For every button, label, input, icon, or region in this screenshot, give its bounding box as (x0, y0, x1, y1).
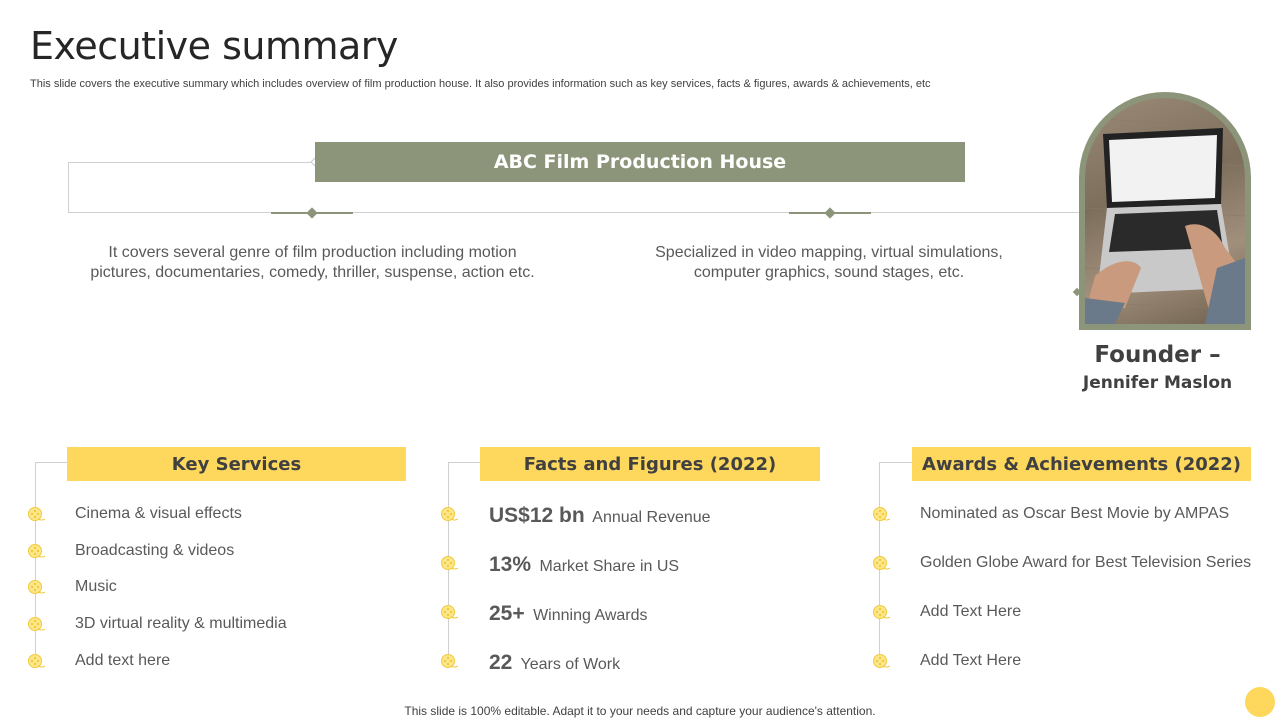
laptop-hands-photo (1085, 98, 1245, 324)
fact-value: 22 (489, 651, 513, 674)
awards-header: Awards & Achievements (2022) (912, 447, 1251, 481)
fact-value: US$12 bn (489, 504, 585, 527)
film-reel-icon (872, 604, 890, 620)
award-item: Add Text Here (920, 652, 1022, 669)
fact-item (489, 553, 679, 577)
footer-note: This slide is 100% editable. Adapt it to your needs and capture your audience's attention. (404, 704, 876, 718)
film-reel-icon (440, 555, 458, 571)
key-service-item: Music (75, 578, 117, 595)
connector-line (68, 162, 69, 213)
page-title: Executive summary (30, 24, 398, 68)
film-reel-icon (440, 506, 458, 522)
connector-line (448, 462, 481, 463)
film-reel-icon (27, 506, 45, 522)
connector-line (35, 462, 68, 463)
film-reel-icon (872, 555, 890, 571)
founder-title: Founder – (1094, 342, 1221, 368)
film-reel-icon (27, 653, 45, 669)
film-reel-icon (27, 543, 45, 559)
corner-dot (1245, 687, 1275, 717)
film-reel-icon (872, 653, 890, 669)
film-reel-icon (872, 506, 890, 522)
film-reel-icon (27, 616, 45, 632)
key-service-item: Broadcasting & videos (75, 542, 235, 559)
connector-line (68, 162, 316, 163)
divider-diamond (306, 207, 317, 218)
fact-label: Years of Work (516, 656, 621, 673)
fact-item (489, 602, 648, 626)
page-subtitle: This slide covers the executive summary which includes overview of film production house. It also provides information such as key services, facts & figures, awards & achievements, etc (30, 78, 931, 90)
film-reel-icon (440, 604, 458, 620)
fact-item (489, 651, 620, 675)
film-reel-icon (27, 579, 45, 595)
fact-item (489, 504, 711, 528)
fact-value: 13% (489, 553, 532, 576)
fact-label: Market Share in US (535, 558, 680, 575)
company-desc-right: Specialized in video mapping, virtual simulations, computer graphics, sound stages, etc. (655, 244, 1003, 281)
connector-line (68, 212, 1080, 213)
founder-name: Jennifer Maslon (1082, 373, 1233, 393)
facts-header: Facts and Figures (2022) (480, 447, 820, 481)
fact-label: Winning Awards (528, 607, 648, 624)
company-banner: ABC Film Production House (315, 142, 965, 182)
company-desc-left: It covers several genre of film production including motion pictures, documentaries, comedy, thriller, suspense, action etc. (90, 244, 535, 281)
divider-diamond (824, 207, 835, 218)
founder-photo-frame (1079, 92, 1251, 330)
key-services-header: Key Services (67, 447, 406, 481)
award-item: Golden Globe Award for Best Television Series (920, 554, 1252, 571)
award-item: Nominated as Oscar Best Movie by AMPAS (920, 505, 1230, 522)
fact-value: 25+ (489, 602, 525, 625)
connector-line (879, 462, 912, 463)
key-service-item: 3D virtual reality & multimedia (75, 615, 287, 632)
key-service-item: Cinema & visual effects (75, 505, 242, 522)
film-reel-icon (440, 653, 458, 669)
key-service-item: Add text here (75, 652, 171, 669)
fact-label: Annual Revenue (588, 509, 711, 526)
award-item: Add Text Here (920, 603, 1022, 620)
